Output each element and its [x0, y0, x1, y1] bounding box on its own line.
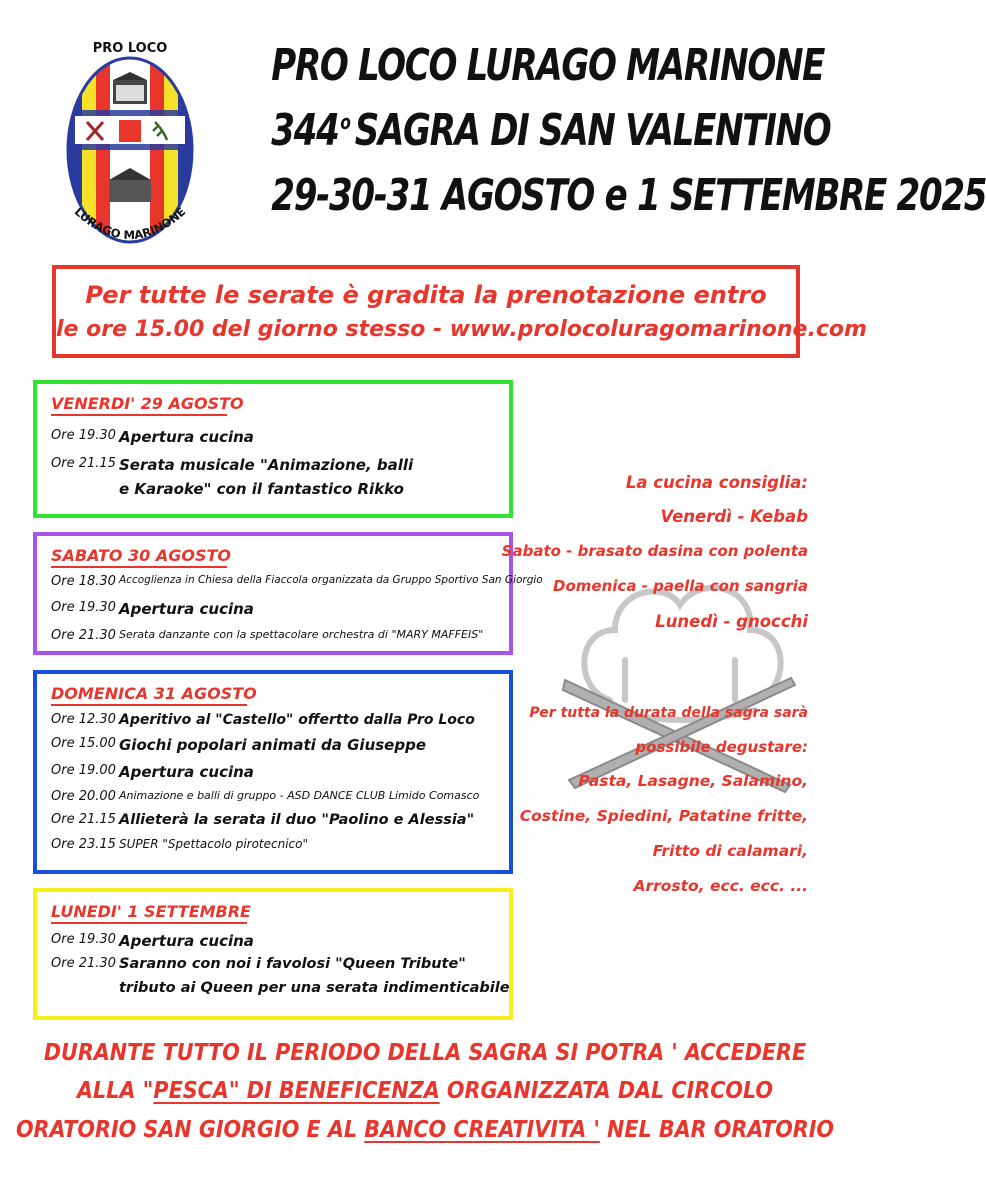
day-box-sunday: [33, 670, 513, 874]
event-text: Accoglienza in Chiesa della Fiaccola organizzata da Gruppo Sportivo San Giorgio: [119, 574, 543, 586]
edition-number: 344: [271, 105, 339, 156]
event-row: [51, 763, 499, 785]
menu-line: Fritto di calamari,: [652, 842, 808, 860]
event-row: [51, 736, 499, 758]
event-text: SUPER "Spettacolo pirotecnico": [119, 837, 309, 851]
day-title-text: VENERDI' 29 AGOSTO: [51, 394, 244, 413]
day-title: [51, 546, 231, 565]
footer-line-3-end: NEL BAR ORATORIO: [599, 1117, 835, 1143]
event-row: [51, 456, 499, 478]
header-subtitle: [271, 105, 831, 156]
event-row: [51, 628, 499, 650]
event-row: [51, 956, 499, 978]
logo-bottom-text: LURAGO MARINONE: [71, 204, 189, 243]
event-text: Allieterà la serata il duo "Paolino e Alessia": [119, 812, 475, 828]
event-text: Apertura cucina: [119, 932, 254, 950]
footer-line-2-end: ORGANIZZATA DAL CIRCOLO: [439, 1078, 773, 1104]
day-title-text: LUNEDI' 1 SETTEMBRE: [51, 902, 251, 921]
event-row: [51, 712, 499, 734]
reservation-notice: [52, 265, 867, 358]
edition-ordinal: o: [340, 110, 350, 135]
day-box-monday: [33, 888, 513, 1020]
event-time: Ore 12.30: [51, 712, 116, 727]
event-row: [51, 428, 499, 450]
event-text: Apertura cucina: [119, 428, 254, 446]
reservation-line-1: Per tutte le serate è gradita la prenotazione entro: [85, 281, 767, 309]
event-row-cont: [51, 480, 499, 502]
event-row: [51, 932, 499, 954]
event-text: Serata musicale "Animazione, balli: [119, 456, 414, 474]
event-text: Saranno con noi i favolosi "Queen Tribute": [119, 956, 466, 972]
footer-line-2: [0, 1078, 850, 1104]
event-time: Ore 18.30: [51, 574, 116, 589]
event-time: Ore 15.00: [51, 736, 116, 751]
logo-top-text: PRO LOCO: [92, 41, 168, 56]
title-underline: [51, 414, 227, 416]
event-time: Ore 21.15: [51, 812, 116, 827]
footer-line-1: DURANTE TUTTO IL PERIODO DELLA SAGRA SI POTRA ' ACCEDERE: [43, 1040, 807, 1066]
event-text: Aperitivo al "Castello" offertto dalla Pro Loco: [119, 712, 475, 728]
day-box-saturday: [33, 532, 543, 655]
footer-line-2-start: ALLA ": [77, 1078, 154, 1104]
event-row: [51, 574, 543, 596]
event-time: Ore 19.30: [51, 428, 116, 443]
menu-line: Arrosto, ecc. ecc. ...: [633, 877, 808, 895]
header-title: PRO LOCO LURAGO MARINONE: [271, 40, 825, 91]
kitchen-item: Sabato - brasato dasina con polenta: [501, 542, 808, 560]
title-underline: [51, 704, 247, 706]
event-text: Apertura cucina: [119, 600, 254, 618]
event-text-cont: e Karaoke" con il fantastico Rikko: [119, 480, 404, 498]
footer-banco-highlight: BANCO CREATIVITA ': [364, 1117, 600, 1143]
menu-line: Costine, Spiedini, Patatine fritte,: [519, 807, 808, 825]
event-time: Ore 19.00: [51, 763, 116, 778]
event-text: Serata danzante con la spettacolare orchestra di "MARY MAFFEIS": [119, 628, 484, 641]
menu-line: Pasta, Lasagne, Salamino,: [578, 772, 808, 790]
title-underline: [51, 566, 227, 568]
header-dates: 29-30-31 AGOSTO e 1 SETTEMBRE 2025: [271, 170, 986, 221]
event-row: [51, 789, 499, 811]
event-text-cont: tributo ai Queen per una serata indimenticabile: [119, 980, 510, 996]
event-name: SAGRA DI SAN VALENTINO: [354, 105, 831, 156]
chef-hat-utensils-icon: [555, 560, 805, 800]
event-row-cont: [51, 980, 510, 1002]
event-time: Ore 20.00: [51, 789, 116, 804]
day-title: [51, 684, 257, 703]
kitchen-item: Domenica - paella con sangria: [553, 577, 808, 595]
event-time: Ore 19.30: [51, 600, 116, 615]
event-time: Ore 21.15: [51, 456, 116, 471]
day-title: [51, 902, 251, 921]
day-box-friday: [33, 380, 513, 518]
event-time: Ore 21.30: [51, 628, 116, 643]
event-row: [51, 837, 499, 859]
kitchen-title: La cucina consiglia:: [625, 473, 808, 492]
event-row: [51, 812, 499, 834]
event-text: Giochi popolari animati da Giuseppe: [119, 736, 426, 754]
kitchen-item: Lunedì - gnocchi: [655, 612, 808, 631]
footer-line-3: [0, 1117, 850, 1143]
reservation-line-2: le ore 15.00 del giorno stesso - www.prolocoluragomarinone.com: [56, 317, 867, 342]
event-text: Animazione e balli di gruppo - ASD DANCE CLUB Limido Comasco: [119, 789, 480, 802]
pro-loco-logo: [55, 30, 205, 260]
day-title: [51, 394, 244, 413]
title-underline: [51, 922, 247, 924]
footer-pesca-highlight: PESCA" DI BENEFICENZA: [153, 1078, 440, 1104]
day-title-text: SABATO 30 AGOSTO: [51, 546, 232, 565]
menu-line: possibile degustare:: [635, 738, 808, 756]
day-title-text: DOMENICA 31 AGOSTO: [51, 684, 257, 703]
event-row: [51, 600, 499, 622]
event-time: Ore 23.15: [51, 837, 116, 852]
event-time: Ore 21.30: [51, 956, 116, 971]
event-text: Apertura cucina: [119, 763, 254, 781]
event-time: Ore 19.30: [51, 932, 116, 947]
kitchen-item: Venerdì - Kebab: [660, 507, 808, 526]
menu-line: Per tutta la durata della sagra sarà: [529, 705, 808, 721]
footer-line-3-start: ORATORIO SAN GIORGIO E AL: [15, 1117, 365, 1143]
